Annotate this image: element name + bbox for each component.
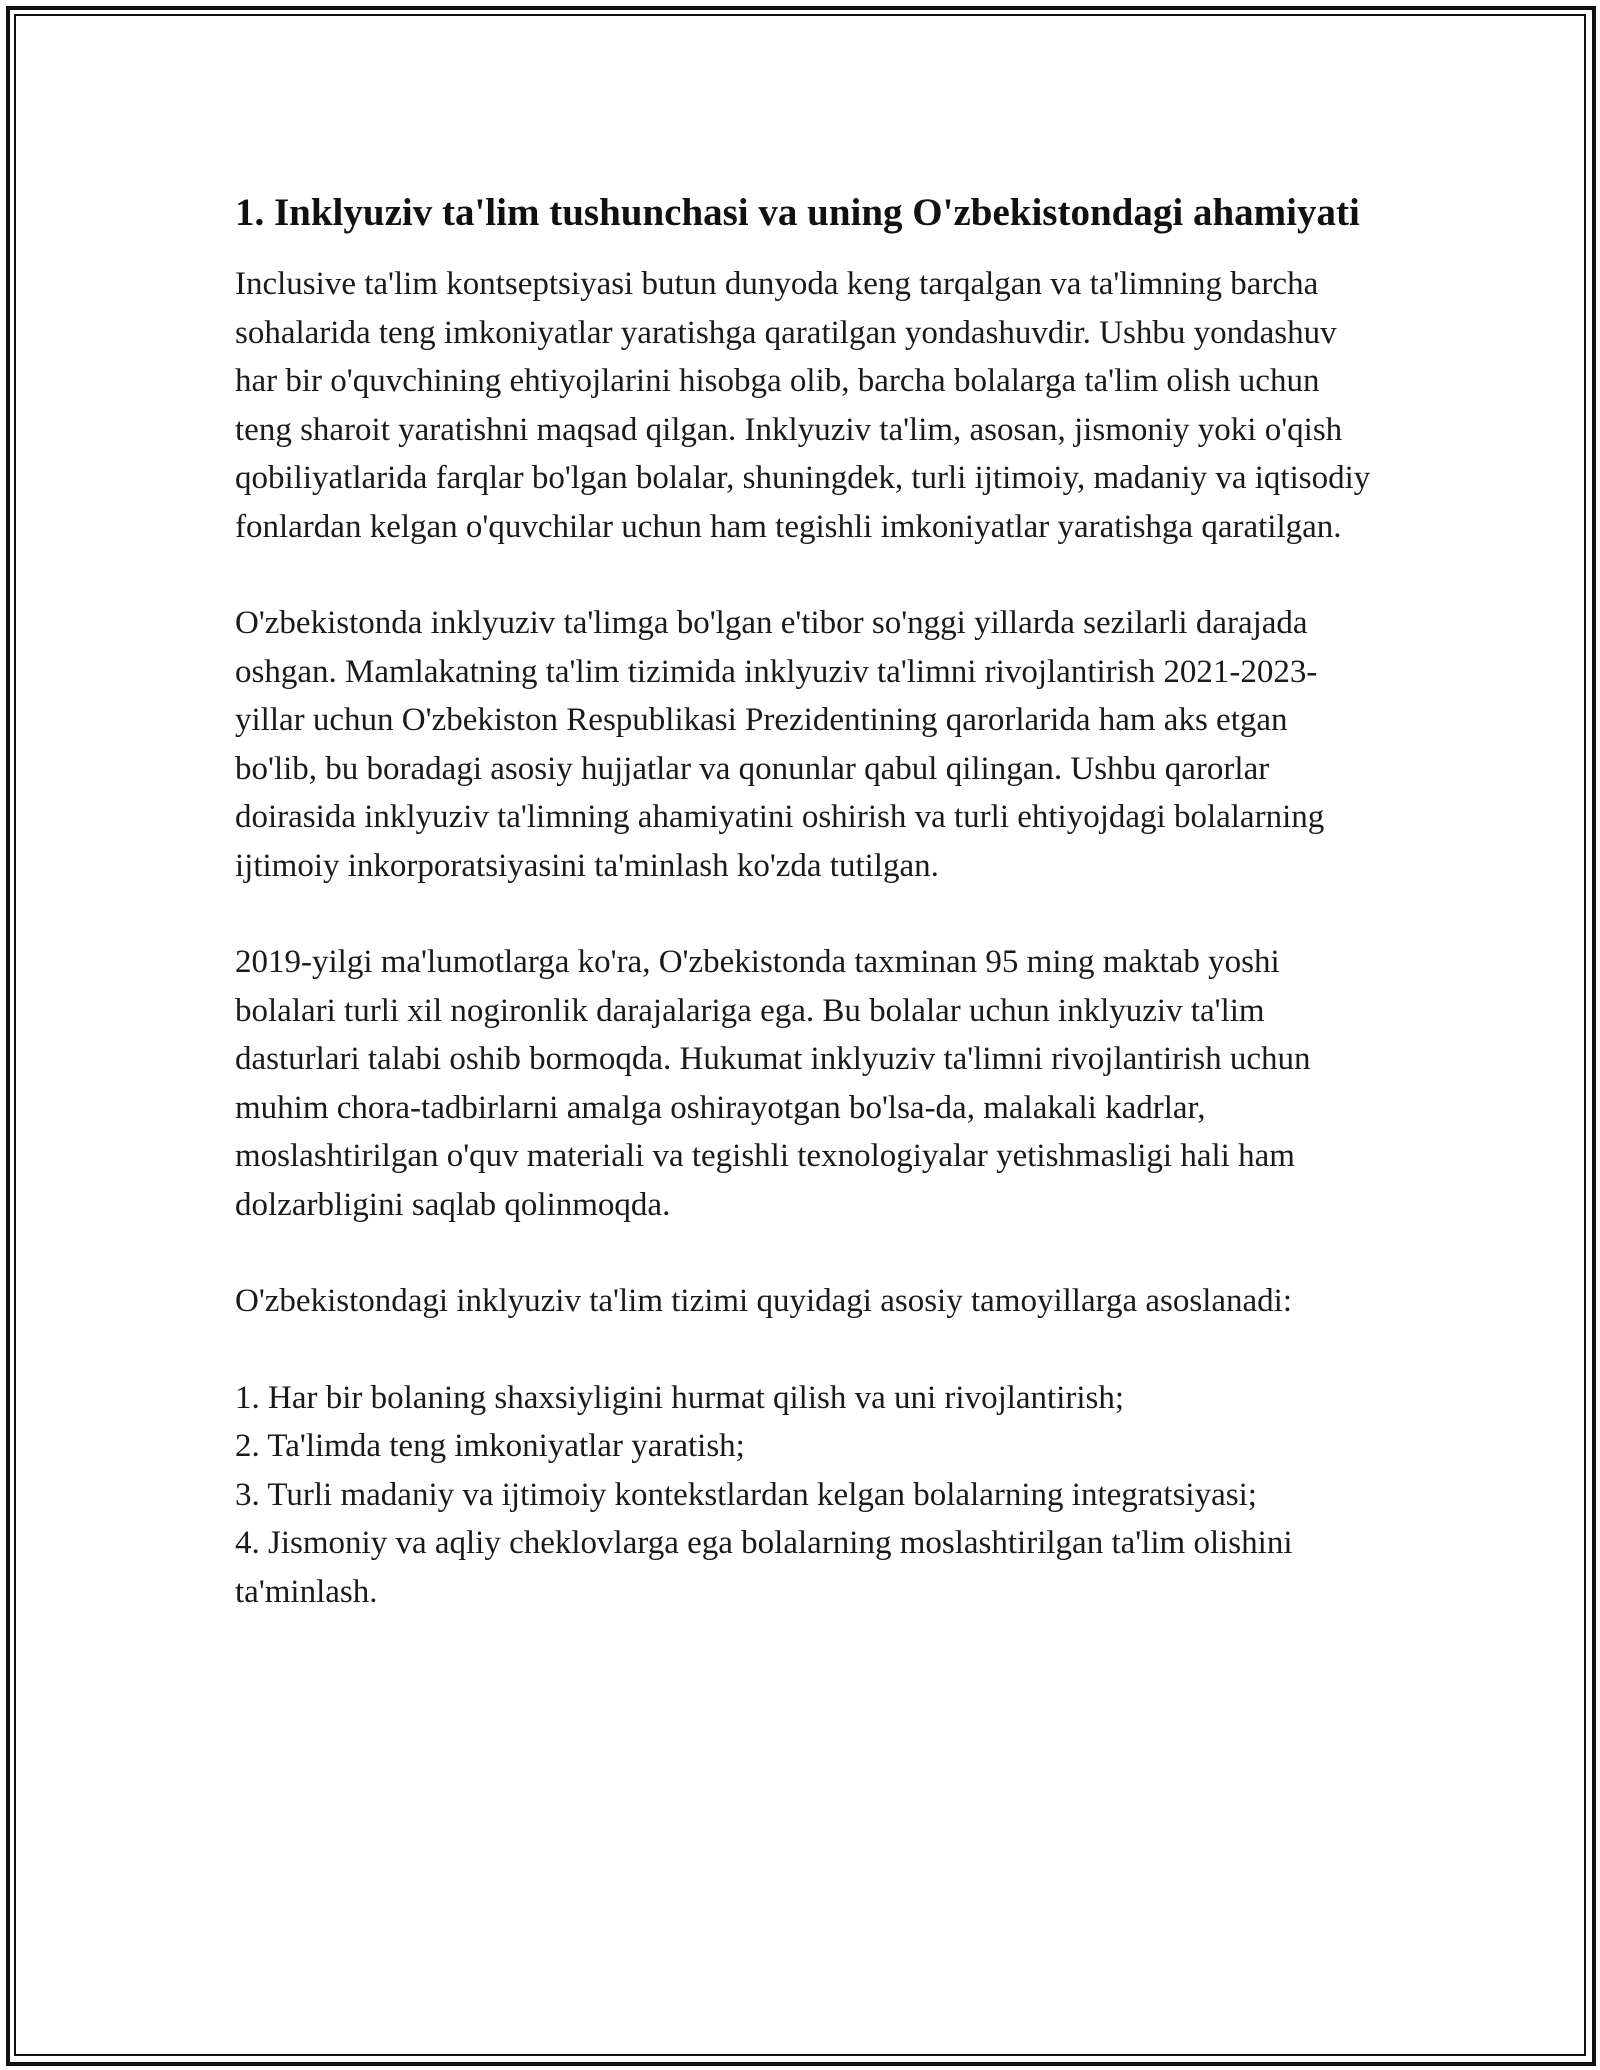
principles-list <box>235 1374 1375 1617</box>
list-item: 3. Turli madaniy va ijtimoiy kontekstlardan kelgan bolalarning integratsiyasi; <box>235 1476 1257 1513</box>
document-body <box>235 185 1375 1616</box>
list-item: 2. Ta'limda teng imkoniyatlar yaratish; <box>235 1428 745 1464</box>
paragraph-uzbekistan-attention: O'zbekistonda inklyuziv ta'limga bo'lgan e'tibor so'nggi yillarda sezilarli darajada oshgan. Mamlakatning ta'lim tizimida inklyuziv ta'limni rivojlantirish 2021-2023-yillar uchun O'zbekiston Respublikasi Prezidentining qarorlarida ham aks etgan bo'lib, bu boradagi asosiy hujjatlar va qonunlar qabul qilingan. Ushbu qarorlar doirasida inklyuziv ta'limning ahamiyatini oshirish va turli ehtiyojdagi bolalarning ijtimoiy inkorporatsiyasini ta'minlash ko'zda tutilgan. <box>235 605 1325 884</box>
section-heading: 1. Inklyuziv ta'lim tushunchasi va uning O'zbekistondagi ahamiyati <box>235 191 1360 234</box>
paragraph-principles-intro: O'zbekistondagi inklyuziv ta'lim tizimi quyidagi asosiy tamoyillarga asoslanadi: <box>235 1283 1293 1319</box>
list-item: 4. Jismoniy va aqliy cheklovlarga ega bolalarning moslashtirilgan ta'lim olishini ta'minlash. <box>235 1525 1293 1610</box>
list-item: 1. Har bir bolaning shaxsiyligini hurmat qilish va uni rivojlantirish; <box>235 1379 1125 1416</box>
paragraph-inclusive-concept: Inclusive ta'lim kontseptsiyasi butun dunyoda keng tarqalgan va ta'limning barcha sohalarida teng imkoniyatlar yaratishga qaratilgan yondashuvdir. Ushbu yondashuv har bir o'quvchining ehtiyojlarini hisobga olib, barcha bolalarga ta'lim olish uchun teng sharoit yaratishni maqsad qilgan. Inklyuziv ta'lim, asosan, jismoniy yoki o'qish qobiliyatlarida farqlar bo'lgan bolalar, shuningdek, turli ijtimoiy, madaniy va iqtisodiy fonlardan kelgan o'quvchilar uchun ham tegishli imkoniyatlar yaratishga qaratilgan. <box>235 266 1371 545</box>
paragraph-2019-statistics: 2019-yilgi ma'lumotlarga ko'ra, O'zbekistonda taxminan 95 ming maktab yoshi bolalari turli xil nogironlik darajalariga ega. Bu bolalar uchun inklyuziv ta'lim dasturlari talabi oshib bormoqda. Hukumat inklyuziv ta'limni rivojlantirish uchun muhim chora-tadbirlarni amalga oshirayotgan bo'lsa-da, malakali kadrlar, moslashtirilgan o'quv materiali va tegishli texnologiyalar yetishmasligi hali ham dolzarbligini saqlab qolinmoqda. <box>235 944 1311 1223</box>
